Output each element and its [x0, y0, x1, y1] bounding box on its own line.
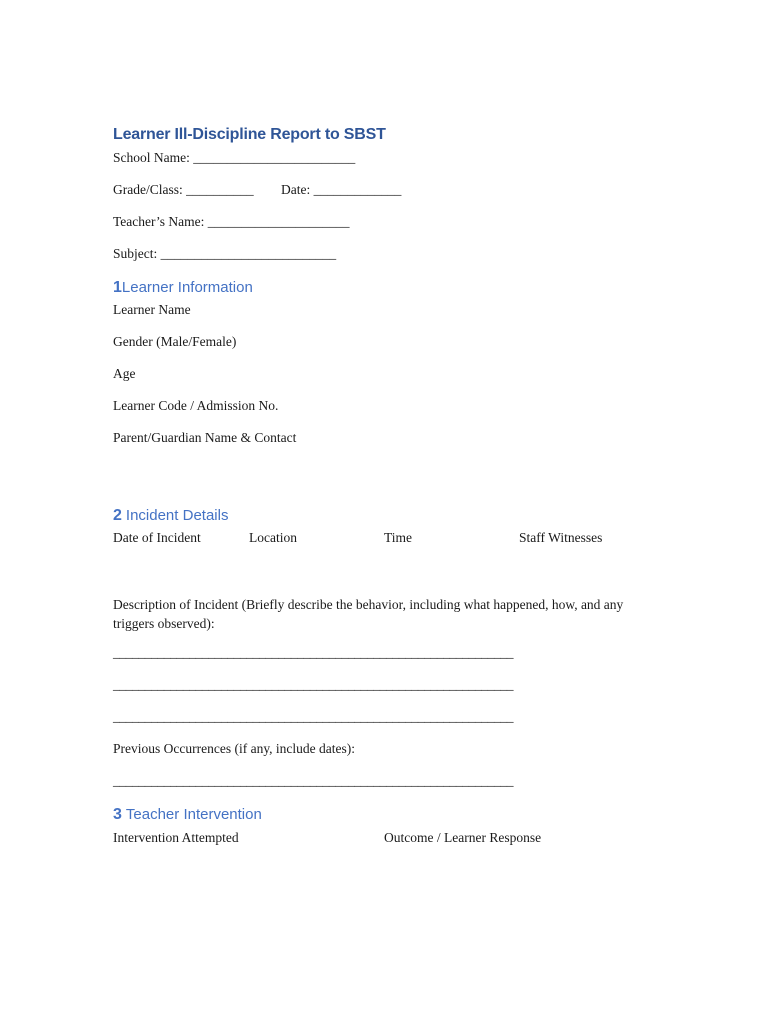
subject-field: Subject: __________________________ — [113, 246, 337, 261]
learner-name-label: Learner Name — [113, 302, 191, 317]
section1-number: 1 — [113, 279, 117, 296]
learner-code-label: Learner Code / Admission No. — [113, 398, 279, 413]
time-column: Time — [384, 530, 413, 545]
section1-title: Learner Information — [121, 279, 253, 296]
teacher-name-field: Teacher’s Name: _____________________ — [113, 214, 350, 229]
intervention-attempted-column: Intervention Attempted — [113, 830, 239, 845]
staff-witnesses-column: Staff Witnesses — [519, 530, 603, 545]
grade-class-field: Grade/Class: __________ — [113, 182, 254, 197]
school-name-field: School Name: ________________________ — [113, 150, 356, 165]
document-title: Learner Ill-Discipline Report to SBST — [113, 126, 386, 143]
section2-heading — [113, 507, 228, 525]
section3-title: Teacher Intervention — [125, 806, 262, 823]
section3-number: 3 — [113, 806, 122, 823]
description-line: _______________________________________________________________ — [113, 645, 514, 660]
parent-guardian-label: Parent/Guardian Name & Contact — [113, 430, 297, 445]
gender-label: Gender (Male/Female) — [113, 334, 237, 349]
description-line: _______________________________________________________________ — [113, 709, 514, 724]
age-label: Age — [113, 366, 136, 381]
section2-number: 2 — [113, 507, 122, 524]
section1-heading — [113, 279, 253, 297]
section3-heading — [113, 806, 262, 824]
previous-occurrences-prompt: Previous Occurrences (if any, include dates): — [113, 741, 356, 756]
date-field: Date: _____________ — [281, 182, 402, 197]
description-line: _______________________________________________________________ — [113, 677, 514, 692]
section2-title: Incident Details — [125, 507, 229, 524]
previous-occurrences-line: _______________________________________________________________ — [113, 773, 514, 788]
location-column: Location — [249, 530, 297, 545]
outcome-column: Outcome / Learner Response — [384, 830, 542, 845]
date-of-incident-column: Date of Incident — [113, 530, 201, 545]
description-prompt: Description of Incident (Briefly describe the behavior, including what happened, how, and any triggers observed): — [113, 597, 624, 631]
